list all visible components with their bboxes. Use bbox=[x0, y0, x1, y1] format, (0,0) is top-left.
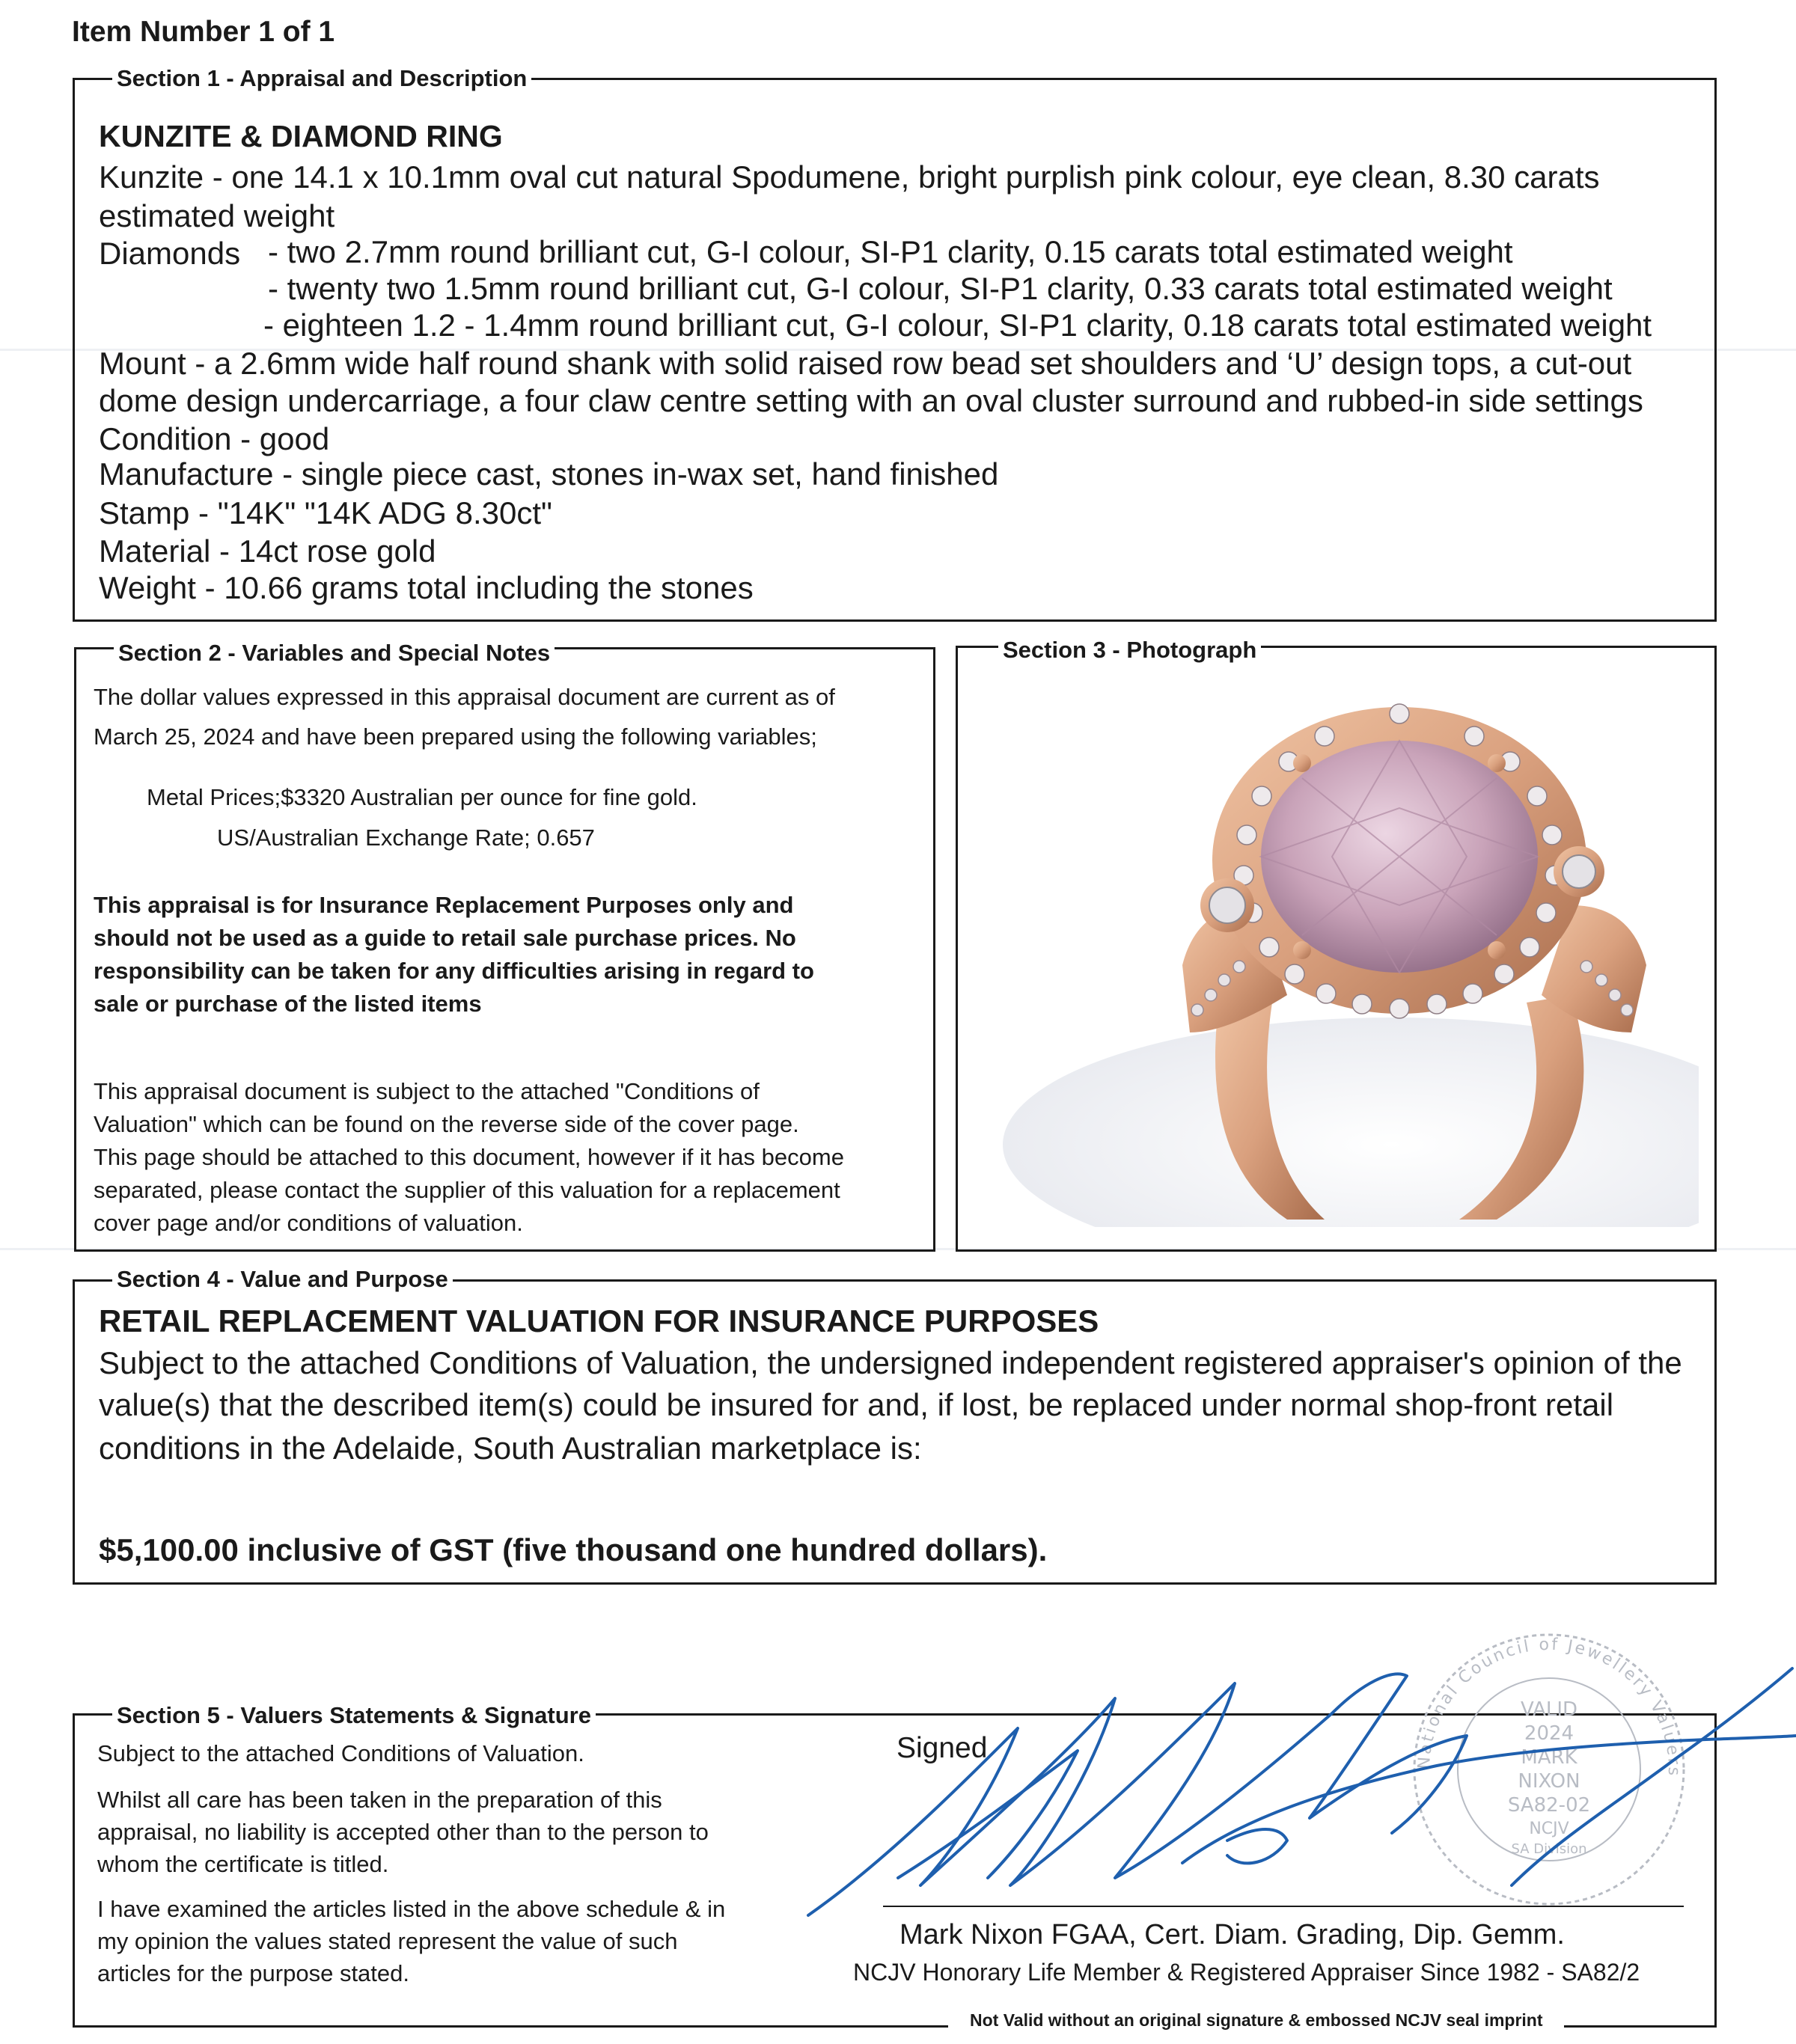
insurance-note-line: sale or purchase of the listed items bbox=[94, 991, 482, 1017]
diamonds-label: Diamonds bbox=[99, 236, 241, 271]
manufacture-line: Manufacture - single piece cast, stones in-wax set, hand finished bbox=[99, 456, 999, 492]
insurance-note-line: should not be used as a guide to retail sale purchase prices. No bbox=[94, 925, 796, 951]
stamp-line: Stamp - "14K" "14K ADG 8.30ct" bbox=[99, 495, 552, 530]
conditions-note-line: separated, please contact the supplier of this valuation for a replacement bbox=[94, 1177, 840, 1203]
ring-illustration bbox=[973, 681, 1699, 1227]
item-header: Item Number 1 of 1 bbox=[72, 16, 335, 48]
kunzite-description-line-1: Kunzite - one 14.1 x 10.1mm oval cut natural Spodumene, bright purplish pink colour, eye clean, 8.30 carats bbox=[99, 159, 1600, 195]
section-4-legend: Section 4 - Value and Purpose bbox=[112, 1264, 453, 1294]
item-title: KUNZITE & DIAMOND RING bbox=[99, 119, 503, 153]
diamond-line: - twenty two 1.5mm round brilliant cut, G-I colour, SI-P1 clarity, 0.33 carats total estimated weight bbox=[268, 271, 1613, 306]
insurance-note-line: This appraisal is for Insurance Replacement Purposes only and bbox=[94, 892, 794, 918]
valuers-statement: my opinion the values stated represent the value of such bbox=[97, 1928, 678, 1954]
section-3-legend: Section 3 - Photograph bbox=[998, 635, 1261, 665]
section-5-bottom-border bbox=[1564, 2025, 1717, 2028]
validity-footer-note: Not Valid without an original signature & embossed NCJV seal imprint bbox=[970, 2010, 1543, 2030]
appraiser-signature bbox=[793, 1638, 1796, 1923]
exchange-rate: US/Australian Exchange Rate; 0.657 bbox=[217, 824, 595, 851]
conditions-note-line: This page should be attached to this document, however if it has become bbox=[94, 1144, 844, 1170]
display-cushion bbox=[1003, 1018, 1699, 1227]
conditions-note-line: cover page and/or conditions of valuation. bbox=[94, 1210, 523, 1236]
appraiser-name: Mark Nixon FGAA, Cert. Diam. Grading, Dip. Gemm. bbox=[899, 1919, 1565, 1950]
kunzite-description-line-2: estimated weight bbox=[99, 198, 335, 233]
seal-text: NCJV bbox=[1529, 1820, 1569, 1838]
signature-line bbox=[883, 1906, 1684, 1907]
valuers-statement: appraisal, no liability is accepted other than to the person to bbox=[97, 1819, 709, 1845]
valuers-statement: articles for the purpose stated. bbox=[97, 1960, 410, 1986]
ring-photograph bbox=[973, 681, 1699, 1227]
mount-description-line-1: Mount - a 2.6mm wide half round shank with solid raised row bead set shoulders and ‘U’ design tops, a cut-out bbox=[99, 346, 1632, 381]
appraiser-credentials: NCJV Honorary Life Member & Registered Appraiser Since 1982 - SA82/2 bbox=[853, 1959, 1640, 1986]
seal-text: MARK bbox=[1521, 1746, 1577, 1769]
signed-label: Signed bbox=[897, 1732, 988, 1764]
insurance-note-line: responsibility can be taken for any difficulties arising in regard to bbox=[94, 958, 814, 984]
valuation-title: RETAIL REPLACEMENT VALUATION FOR INSURANCE PURPOSES bbox=[99, 1303, 1099, 1338]
variables-intro-line-2: March 25, 2024 and have been prepared using the following variables; bbox=[94, 723, 817, 750]
material-line: Material - 14ct rose gold bbox=[99, 533, 436, 569]
mount-description-line-2: dome design undercarriage, a four claw centre setting with an oval cluster surround and rubbed-in side settings bbox=[99, 383, 1643, 418]
valuation-body-line: conditions in the Adelaide, South Australian marketplace is: bbox=[99, 1431, 922, 1466]
section-2-legend: Section 2 - Variables and Special Notes bbox=[114, 638, 555, 668]
diamond-line: - eighteen 1.2 - 1.4mm round brilliant cut, G-I colour, SI-P1 clarity, 0.18 carats total estimated weight bbox=[263, 307, 1652, 343]
valuation-amount: $5,100.00 inclusive of GST (five thousand one hundred dollars). bbox=[99, 1532, 1048, 1567]
condition-line: Condition - good bbox=[99, 421, 330, 456]
variables-intro-line-1: The dollar values expressed in this appraisal document are current as of bbox=[94, 684, 835, 710]
side-diamond-left bbox=[1209, 887, 1245, 923]
section-5-bottom-border bbox=[73, 2025, 948, 2028]
valuation-body-line: value(s) that the described item(s) could be insured for and, if lost, be replaced under normal shop-front retail bbox=[99, 1387, 1614, 1422]
valuation-body-line: Subject to the attached Conditions of Valuation, the undersigned independent registered appraiser's opinion of the bbox=[99, 1345, 1682, 1380]
seal-text: SA82-02 bbox=[1507, 1794, 1591, 1817]
diamond-line: - two 2.7mm round brilliant cut, G-I colour, SI-P1 clarity, 0.15 carats total estimated weight bbox=[268, 234, 1513, 269]
weight-line: Weight - 10.66 grams total including the stones bbox=[99, 570, 754, 605]
metal-prices: Metal Prices;$3320 Australian per ounce for fine gold. bbox=[147, 784, 697, 810]
seal-text: NIXON bbox=[1518, 1770, 1580, 1793]
conditions-note-line: Valuation" which can be found on the reverse side of the cover page. bbox=[94, 1111, 799, 1137]
valuers-statement: Subject to the attached Conditions of Valuation. bbox=[97, 1740, 584, 1766]
conditions-note-line: This appraisal document is subject to the attached "Conditions of bbox=[94, 1078, 760, 1104]
signature-strokes bbox=[793, 1638, 1796, 1923]
seal-text: VALID bbox=[1520, 1698, 1578, 1721]
section-5-legend: Section 5 - Valuers Statements & Signature bbox=[112, 1701, 596, 1731]
valuers-statement: Whilst all care has been taken in the preparation of this bbox=[97, 1787, 662, 1813]
side-diamond-right bbox=[1563, 855, 1595, 888]
seal-ring-text: National Council of Jewellery Valuers bbox=[1414, 1635, 1684, 1778]
seal-text: SA Division bbox=[1511, 1841, 1587, 1857]
seal-text: 2024 bbox=[1524, 1722, 1574, 1745]
valuers-statement: I have examined the articles listed in the above schedule & in bbox=[97, 1896, 726, 1922]
valuers-statement: whom the certificate is titled. bbox=[97, 1851, 389, 1877]
section-1-legend: Section 1 - Appraisal and Description bbox=[112, 64, 531, 94]
